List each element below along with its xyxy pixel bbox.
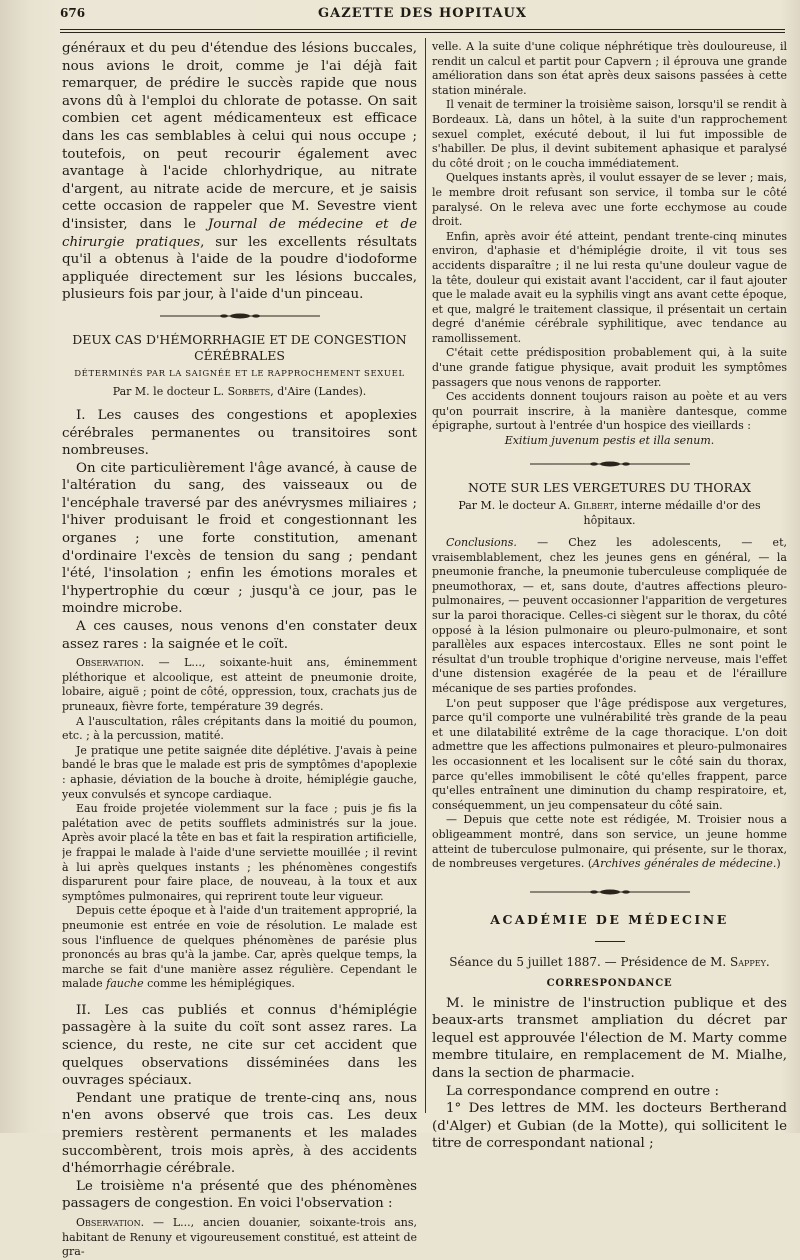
author-name: Sorbets <box>227 384 271 398</box>
paragraph: M. le ministre de l'instruction publique et des beaux-arts transmet ampliation du décret par lequel est approuvée l'élection de M. Marty comme membre titulaire, en remplacement de M. Mialhe, dans la section de pharmacie. <box>432 995 787 1082</box>
paragraph: 1° Des lettres de MM. les docteurs Bertherand (d'Alger) et Gubian (de la Motte), qui sollicitent le titre de correspondant national ; <box>432 1101 787 1152</box>
paragraph <box>432 813 787 871</box>
observation-text-end: comme les hémiplégiques. <box>143 977 295 991</box>
header-rule <box>60 29 785 30</box>
journal-title: GAZETTE DES HOPITAUX <box>318 6 527 21</box>
paragraph: La correspondance comprend en outre : <box>446 1083 719 1099</box>
short-rule <box>595 941 625 942</box>
ornament-divider <box>530 886 690 898</box>
latin-quote: Exitium juvenum pestis et illa senum. <box>504 434 715 448</box>
note-byline <box>432 498 787 528</box>
session-line <box>432 954 787 970</box>
ornament-divider <box>160 310 320 322</box>
observation-paragraph: Je pratique une petite saignée dite déplétive. J'avais à peine bandé le bras que le malade est pris de symptômes d'apoplexie : aphasie, déviation de la bouche à droite, hémiplégie gauche, yeux convulsés et syncope cardiaque. <box>62 743 417 801</box>
byline-suffix: , d'Aire (Landes). <box>270 384 367 398</box>
paragraph <box>432 536 787 697</box>
paragraph: velle. A la suite d'une colique néphrétique très douloureuse, il rendit un calcul et partit pour Capvern ; il éprouva une grande amélioration dans son état après deux saisons passées à cette station minérale. <box>432 40 787 97</box>
paragraph: Quelques instants après, il voulut essayer de se lever ; mais, le membre droit refusant son service, il tomba sur le côté paralysé. On le releva avec une forte ecchymose au coude droit. <box>432 171 787 229</box>
intro-text-end: , sur les excellents résultats qu'il a obtenus à l'aide de la poudre d'iodoforme appliquée directement sur les lésions buccales, plusieurs fois par jour, à l'aide d'un pinceau. <box>62 234 417 303</box>
article-byline <box>62 384 417 399</box>
observation-paragraph <box>62 904 417 992</box>
paragraph: I. Les causes des congestions et apoplexies cérébrales permanentes ou transitoires sont nombreuses. <box>62 407 417 459</box>
left-column <box>62 40 417 1260</box>
paragraph: C'était cette prédisposition probablement qui, à la suite d'une grande fatigue physique, avait produit les symptômes passagers que nous venons de rapporter. <box>432 346 787 389</box>
byline-prefix: Par M. le docteur L. <box>112 384 228 398</box>
observation-paragraph <box>62 656 417 714</box>
observation-text: — L..., ancien douanier, soixante-trois ans, habitant de Renuny et vigoureusement constitué, est atteint de gra- <box>62 1216 417 1259</box>
observation-text: — L..., soixante-huit ans, éminemment pléthorique et alcoolique, est atteint de pneumonie droite, lobaire, aiguë ; point de côté, oppression, toux, crachats jus de pruneaux, fièvre forte, température 39 degrés. <box>62 656 417 713</box>
article-title-block <box>62 332 417 399</box>
observation-paragraph <box>62 1216 417 1260</box>
right-column <box>432 40 787 1153</box>
byline-prefix: Par M. le docteur A. <box>458 499 574 513</box>
paragraph-text: — Depuis que cette note est rédigée, M. Troisier nous a obligeamment montré, dans son service, un jeune homme atteint de tuberculose pulmonaire, qui présente, sur le thorax, de nombreuses vergetures. ( <box>432 813 787 871</box>
paragraph: Pendant une pratique de trente-cinq ans, nous n'en avons observé que trois cas. Les deux premiers restèrent permanents et les malades succombèrent, trois mois après, à des accidents d'hémorrhagie cérébrale. <box>62 1090 417 1177</box>
ornament-divider <box>530 458 690 470</box>
paragraph: Ces accidents donnent toujours raison au poète et au vers qu'on pourrait inscrire, à la manière dantesque, comme épigraphe, surtout à l'entrée d'un hospice des vieillards : <box>432 390 787 433</box>
note-title: NOTE SUR LES VERGETURES DU THORAX <box>467 480 752 496</box>
observation-text: Depuis cette époque et à l'aide d'un traitement approprié, la pneumonie est entrée en voie de résolution. Le malade est sous l'influence de quelques phénomènes de parésie plus prononcés au bras qu'à la jambe. Car, après quelque temps, la marche se fait d'une manière assez régulière. Cependant le malade <box>62 904 417 991</box>
header-rule-double <box>60 32 785 33</box>
column-divider <box>425 38 426 1113</box>
author-name: Gilbert <box>573 499 615 513</box>
paragraph: II. Les cas publiés et connus d'hémiplégie passagère à la suite du coït sont assez rares. La science, du reste, ne cite sur cet accident que quelques observations disséminées dans les ouvrages spéciaux. <box>62 1002 417 1089</box>
article-subtitle: DÉTERMINÉS PAR LA SAIGNÉE ET LE RAPPROCHEMENT SEXUEL <box>74 368 405 379</box>
observation-label: Observation. <box>76 1216 145 1229</box>
article-title: DEUX CAS D'HÉMORRHAGIE ET DE CONGESTION CÉRÉBRALES <box>72 331 407 363</box>
page-header <box>60 6 785 26</box>
section-heading: ACADÉMIE DE MÉDECINE <box>490 911 729 927</box>
paragraph-text: — Chez les adolescents, — et, vraisemblablement, chez les jeunes gens en général, — la pneumonie franche, la pneumonie tuberculeuse compliquée de pneumothorax, — et, sans doute, d'autres affections pleuro-pulmonaires, — peuvent occasionner l'apparition de vergetures sur la paroi thoracique. Celles-ci siègent sur le thorax, du côté opposé à la lésion pulmonaire ou pleuro-pulmonaire, et sont parallèles aux espaces intercostaux. Elles ne sont point le résultat d'un trouble trophique d'origine nerveuse, mais l'effet d'une distension exagérée de la peau et de l'éraillure mécanique de ses parties profondes. <box>432 536 787 695</box>
journal-reference: Journal de médecine et de chirurgie pratiques <box>62 216 417 250</box>
paragraph: L'on peut supposer que l'âge prédispose aux vergetures, parce qu'il comporte une vulnérabilité très grande de la peau et une dilatabilité extrême de la cage thoracique. L'on doit admettre que les affections pulmonaires et pleuro-pulmonaires les occasionnent et les localisent sur le côté sain du thorax, parce qu'elles immobilisent le côté qu'elles frappent, parce qu'elles entraînent une diminution du champ respiratoire, et, conséquemment, un jeu compensateur du côté sain. <box>432 696 787 812</box>
paragraph: A ces causes, nous venons d'en constater deux assez rares : la saignée et le coït. <box>62 619 417 652</box>
session-prefix: Séance du 5 juillet 1887. — Présidence de M. <box>449 954 731 969</box>
paragraph-text-end: ) <box>776 857 781 871</box>
intro-text: généraux et du peu d'étendue des lésions buccales, nous avions le droit, comme je l'ai déjà fait remarquer, de prédire le succès rapide que nous avons dû à l'emploi du chlorate de potasse. On sait combien cet agent médicamenteux est efficace dans les cas semblables à celui qui nous occupe ; toutefois, on peut recourir également avec avantage à l'acide chlorhydrique, au nitrate d'argent, au nitrate acide de mercure, et je saisis cette occasion de rappeler que M. Sevestre vient d'insister, dans le <box>62 41 417 232</box>
intro-paragraph <box>62 40 417 304</box>
observation-label: Observation. <box>76 656 145 670</box>
observation-paragraph: Eau froide projetée violemment sur la face ; puis je fis la palétation avec de petits soufflets administrés sur la joue. Après avoir placé la tête en bas et fait la respiration artificielle, je frappai le malade à l'aide d'une serviette mouillée ; il revint à lui après quelques instants ; les phénomènes congestifs disparurent pour faire place, de nouveau, à la toux et aux symptômes pulmonaires, qui reprirent toute leur vigueur. <box>62 802 417 903</box>
subsection-heading: CORRESPONDANCE <box>546 977 673 989</box>
page-number: 676 <box>60 6 86 20</box>
conclusions-label: Conclusions. <box>446 536 517 550</box>
paragraph: Enfin, après avoir été atteint, pendant trente-cinq minutes environ, d'aphasie et d'hémiplégie droite, il vit tous ses accidents disparaître ; il ne lui resta qu'une douleur vague de la tête, douleur qui existait avant l'accident, car il faut ajouter que le malade avait eu la syphilis vingt ans avant cette époque, et que, malgré le traitement classique, il présentait un certain degré d'anémie cérébrale syphilitique, avec tendance au ramollissement. <box>432 229 787 345</box>
session-suffix: . <box>765 954 770 969</box>
source-reference: Archives générales de médecine. <box>592 857 777 871</box>
paragraph: On cite particulièrement l'âge avancé, à cause de l'altération du sang, des vaisseaux ou de l'encéphale traversé par des anévrysmes miliaires ; l'hiver produisant le froid et congestionnant les organes ; une forte constitution, amenant d'ordinaire l'excès de tension du sang ; pendant l'été, l'insolation ; enfin les émotions morales et l'hypertrophie du cœur ; jusqu'à ce jour, pas le moindre microbe. <box>62 460 417 617</box>
paragraph: Le troisième n'a présenté que des phénomènes passagers de congestion. En voici l'observation : <box>62 1178 417 1212</box>
observation-paragraph: A l'auscultation, râles crépitants dans la moitié du poumon, etc. ; à la percussion, matité. <box>62 714 417 743</box>
italic-word: fauche <box>106 977 144 991</box>
paragraph: Il venait de terminer la troisième saison, lorsqu'il se rendit à Bordeaux. Là, dans un hôtel, à la suite d'un rapprochement sexuel complet, exécuté debout, il lui fut impossible de s'habiller. De plus, il devint subitement aphasique et paralysé du côté droit ; on le coucha immédiatement. <box>432 98 787 170</box>
byline-suffix: , interne médaille d'or des hôpitaux. <box>583 499 761 528</box>
president-name: Sappey <box>730 954 766 969</box>
